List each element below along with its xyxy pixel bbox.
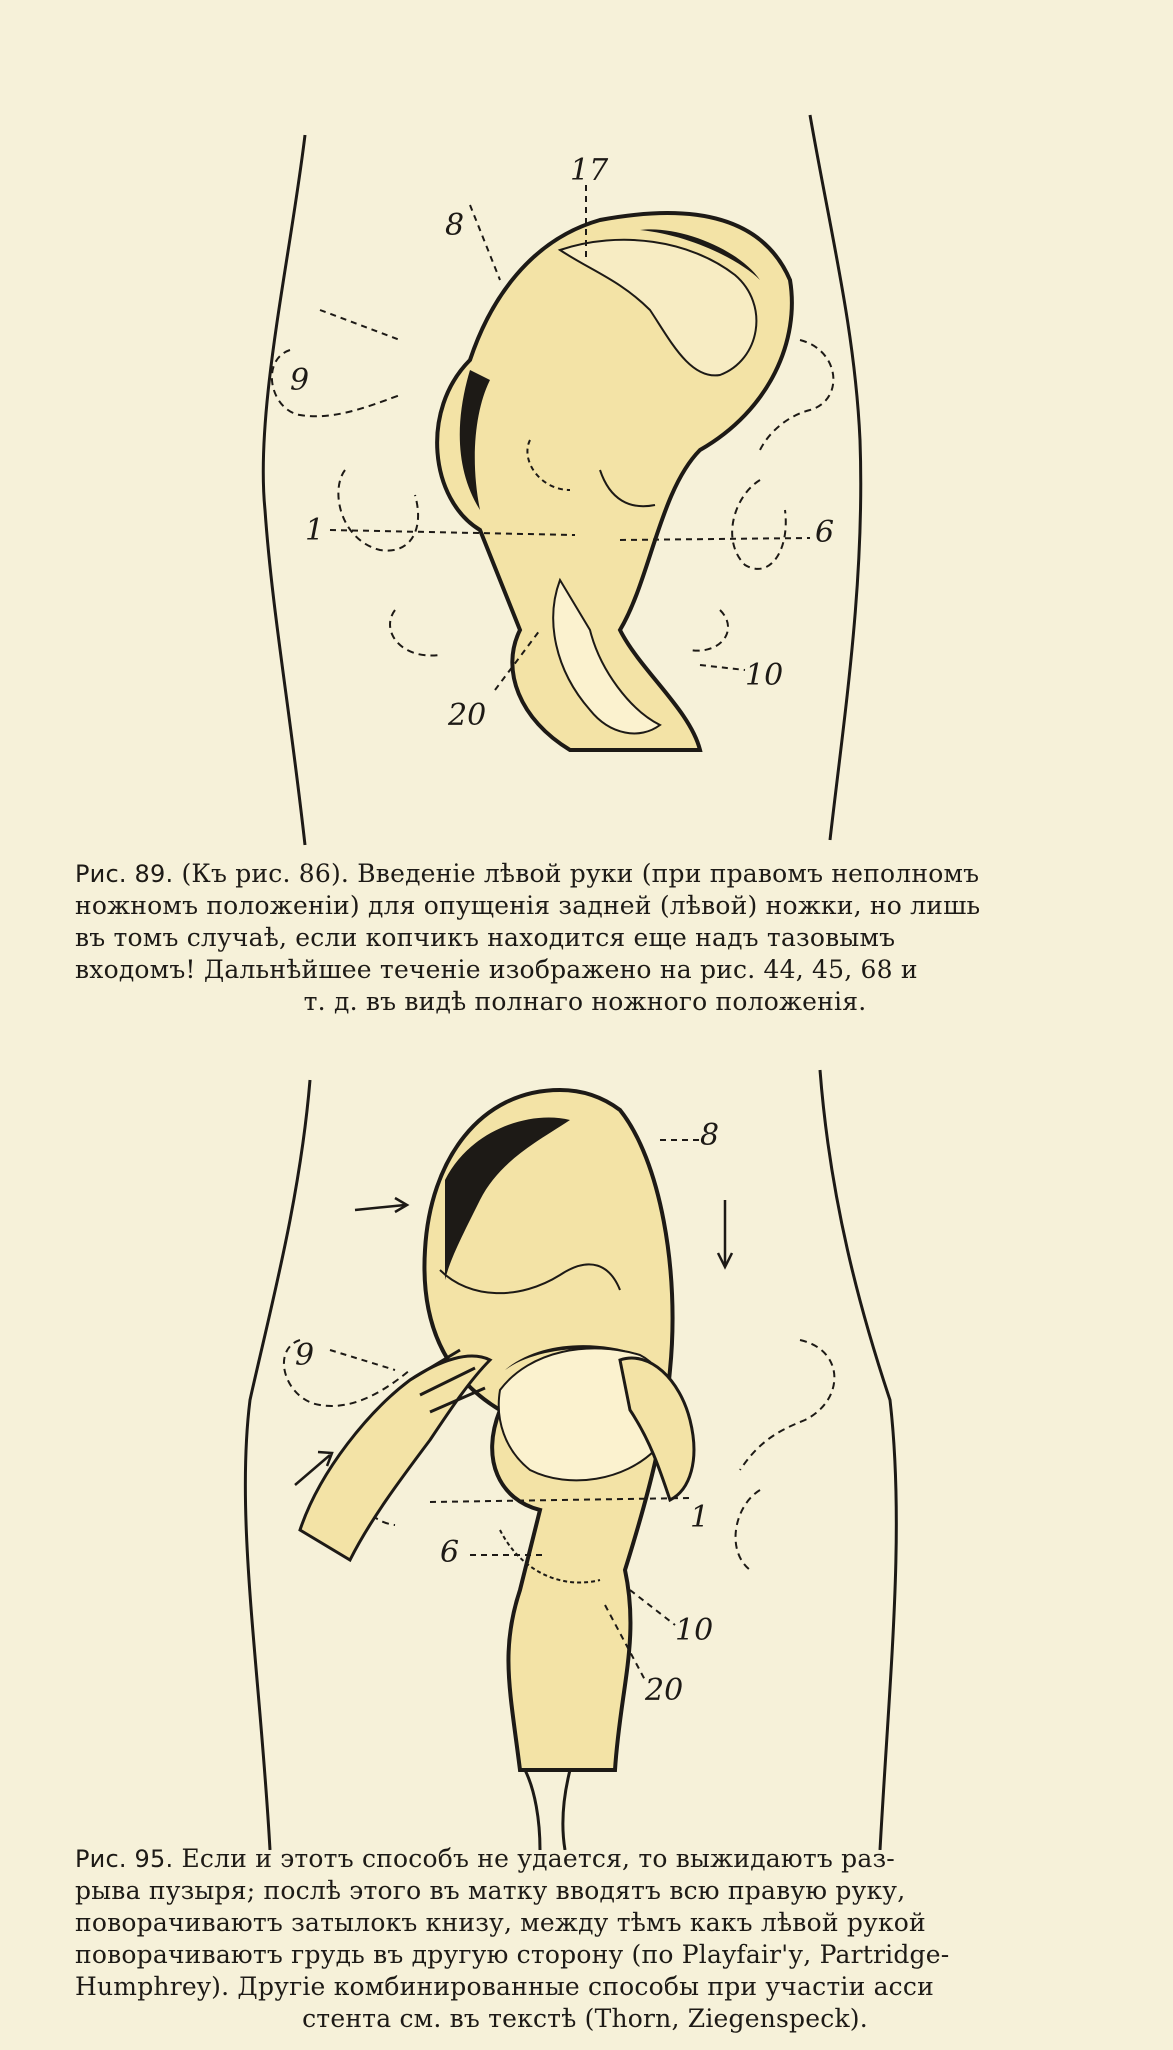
figure-95-caption [75, 1843, 1095, 2035]
label-9: 9 [290, 363, 310, 398]
label-1: 1 [690, 1500, 710, 1535]
figure-ref: Рис. 89. [75, 860, 174, 888]
figure-95-illustration [0, 1050, 1173, 1850]
figure-95-drawing [0, 1050, 1173, 1850]
caption-line: рыва пузыря; послѣ этого въ матку вводятъ всю правую руку, [75, 1876, 906, 1905]
label-6: 6 [440, 1535, 460, 1570]
label-8: 8 [700, 1118, 720, 1153]
caption-line: Рис. 95. Если и этотъ способъ не удается, то выжидаютъ раз- [75, 1844, 895, 1873]
label-10: 10 [675, 1613, 714, 1648]
caption-line: входомъ! Дальнѣйшее теченіе изображено на рис. 44, 45, 68 и [75, 955, 918, 984]
label-1: 1 [305, 513, 325, 548]
caption-line: т. д. въ видѣ полнаго ножного положенія. [303, 987, 867, 1016]
figure-ref: Рис. 95. [75, 1845, 174, 1873]
label-20: 20 [645, 1673, 684, 1708]
caption-line: поворачиваютъ грудь въ другую сторону (по Playfair'у, Partridge- [75, 1940, 950, 1969]
label-6: 6 [815, 515, 835, 550]
caption-line: ножномъ положеніи) для опущенія задней (лѣвой) ножки, но лишь [75, 891, 981, 920]
caption-line: Humphrey). Другіе комбинированные способы при участіи асси [75, 1972, 934, 2001]
caption-line: Рис. 89. (Къ рис. 86). Введеніе лѣвой руки (при правомъ неполномъ [75, 859, 980, 888]
figure-89-drawing [0, 110, 1173, 850]
figure-89-caption [75, 858, 1095, 1018]
label-8: 8 [445, 208, 465, 243]
uterus-with-fetus [424, 1090, 672, 1770]
caption-line: стента см. въ текстѣ (Thorn, Ziegenspeck). [302, 2004, 868, 2033]
label-20: 20 [448, 698, 487, 733]
figure-89-illustration [0, 110, 1173, 850]
caption-line: поворачиваютъ затылокъ книзу, между тѣмъ какъ лѣвой рукой [75, 1908, 926, 1937]
caption-line: въ томъ случаѣ, если копчикъ находится еще надъ тазовымъ [75, 923, 896, 952]
label-9: 9 [295, 1338, 315, 1373]
label-10: 10 [745, 658, 784, 693]
label-17: 17 [570, 153, 609, 188]
